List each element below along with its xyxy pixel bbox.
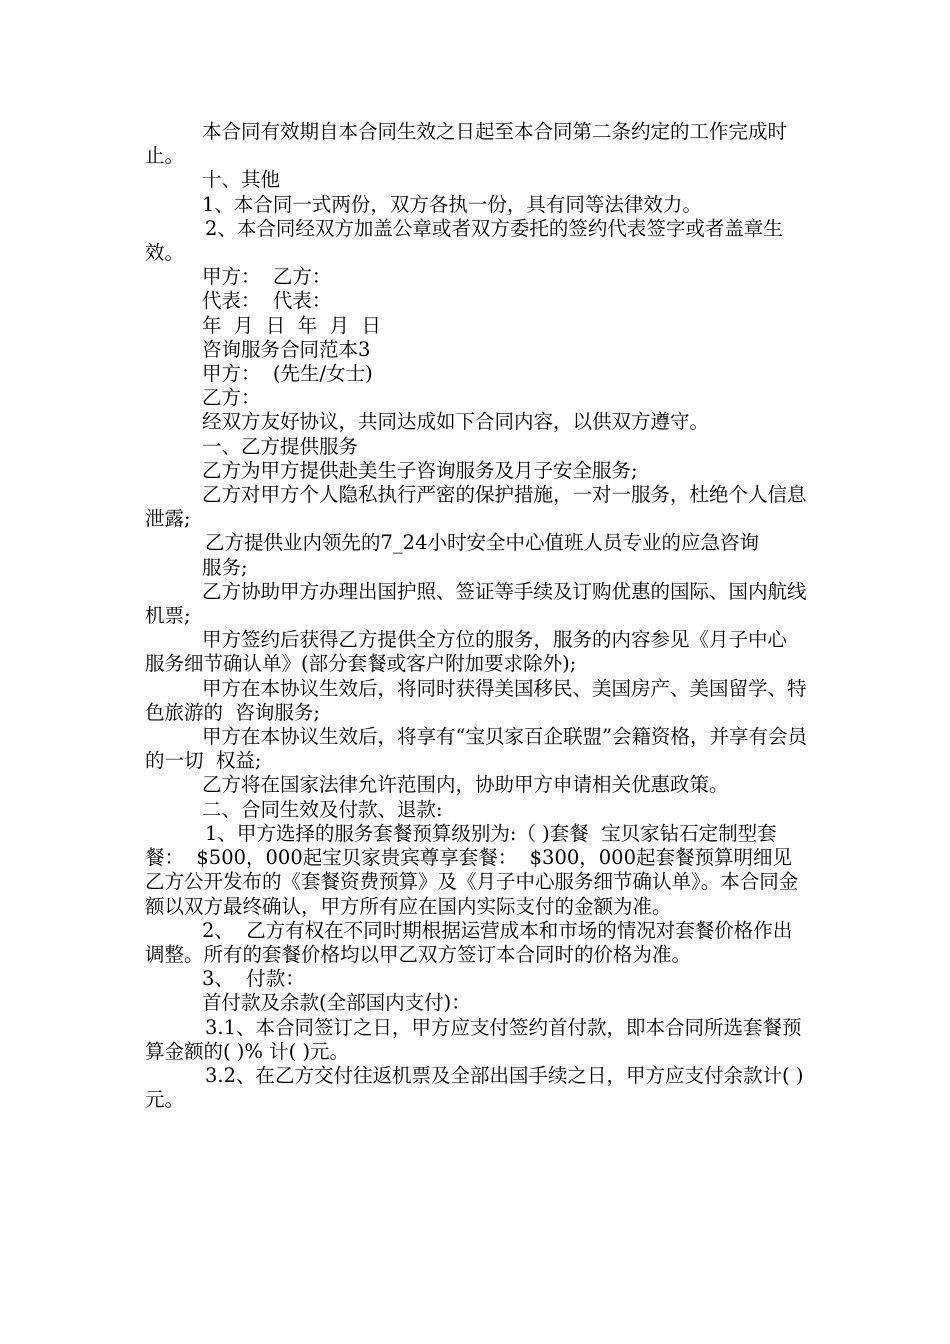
- signature-dates: 年 月 日 年 月 日: [202, 313, 381, 337]
- paragraph-validity: 本合同有效期自本合同生效之日起至本合同第二条约定的工作完成时止。: [145, 120, 788, 168]
- party-b-line: 乙方：: [202, 386, 261, 410]
- contract-template-title: 咨询服务合同范本3: [202, 337, 371, 361]
- paragraph-agreement: 经双方友好协议，共同达成如下合同内容，以供双方遵守。: [202, 410, 710, 434]
- paragraph-service-5: 甲方签约后获得乙方提供全方位的服务，服务的内容参见《月子中心 服务细节确认单》(部分套餐或客户附加要求除外);: [145, 628, 800, 676]
- paragraph-service-7: 甲方在本协议生效后，将享有“宝贝家百企联盟”会籍资格，并享有会员的一切 权益;: [145, 725, 807, 773]
- section-heading-other: 十、其他: [202, 168, 281, 192]
- paragraph-service-8: 乙方将在国家法律允许范围内，协助甲方申请相关优惠政策。: [202, 773, 729, 797]
- paragraph-payment-1: 1、甲方选择的服务套餐预算级别为:（ )套餐 宝贝家钻石定制型套餐： $500，000起宝贝家贵宾尊享套餐： $300，000起套餐预算明细见乙方公开发布的《套餐资费预算》及《月子中心服务细节确认单》。本合同金额以双方最终确认，甲方所有应在国内实际支付的金额为准。: [145, 821, 799, 918]
- document-body: [145, 120, 810, 1112]
- signature-parties: 甲方： 乙方：: [202, 265, 332, 289]
- section-heading-payment: 二、合同生效及付款、退款:: [202, 797, 443, 821]
- paragraph-service-4: 乙方协助甲方办理出国护照、签证等手续及订购优惠的国际、国内航线机票;: [145, 579, 807, 628]
- paragraph-payment-3-1: 3.1、本合同签订之日，甲方应支付签约首付款，即本合同所选套餐预算金额的( )% 计( )元。: [145, 1015, 802, 1063]
- paragraph-payment-method: 首付款及余款(全部国内支付)：: [202, 991, 471, 1015]
- paragraph-payment-3-2: 3.2、在乙方交付往返机票及全部出国手续之日，甲方应支付余款计( )元。: [145, 1063, 804, 1112]
- paragraph-service-1: 乙方为甲方提供赴美生子咨询服务及月子安全服务;: [202, 458, 638, 482]
- paragraph-clause-2: 2、本合同经双方加盖公章或者双方委托的签约代表签字或者盖章生效。: [145, 216, 783, 265]
- paragraph-clause-1: 1、本合同一式两份，双方各执一份，具有同等法律效力。: [202, 192, 702, 216]
- paragraph-payment-2: 2、 乙方有权在不同时期根据运营成本和市场的情况对套餐价格作出调整。所有的套餐价格均以甲乙双方签订本合同时的价格为准。: [145, 918, 793, 966]
- paragraph-service-3: 乙方提供业内领先的7_24小时安全中心值班人员专业的应急咨询: [205, 531, 759, 555]
- party-a-line: 甲方： (先生/女士): [202, 362, 373, 386]
- signature-representatives: 代表： 代表：: [202, 289, 332, 313]
- section-heading-services: 一、乙方提供服务: [202, 434, 359, 458]
- paragraph-service-3-cont: 服务;: [202, 555, 248, 579]
- paragraph-service-2: 乙方对甲方个人隐私执行严密的保护措施，一对一服务，杜绝个人信息泄露;: [145, 483, 807, 531]
- paragraph-payment-3: 3、 付款：: [202, 967, 305, 991]
- paragraph-service-6: 甲方在本协议生效后，将同时获得美国移民、美国房产、美国留学、特色旅游的 咨询服务;: [145, 676, 807, 724]
